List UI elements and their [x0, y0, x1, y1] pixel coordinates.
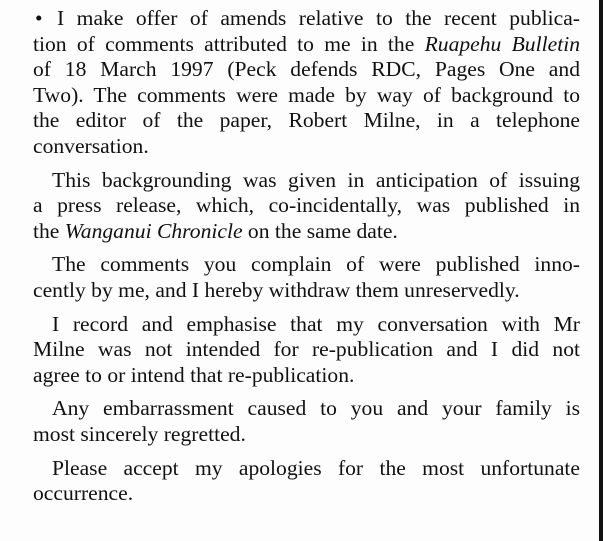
- line-text: tion of comments attributed to me in the: [33, 31, 425, 56]
- line-text: Any embarrassment caused to you and your family is: [52, 396, 580, 421]
- publication-name: Ruapehu Bulletin: [424, 31, 580, 56]
- text-line: [33, 252, 580, 278]
- bullet-icon: •: [35, 6, 43, 30]
- text-line: [33, 337, 580, 363]
- text-line: [33, 219, 580, 245]
- line-text: Milne was not intended for re-publication and I did not: [33, 337, 580, 362]
- line-text: conversation.: [33, 133, 149, 158]
- paragraph-6: [33, 456, 580, 507]
- paragraph-2: [33, 168, 580, 245]
- article-column: [33, 6, 580, 515]
- line-text: cently by me, and I hereby withdraw them unreservedly.: [33, 277, 520, 302]
- line-text: I make offer of amends relative to the recent publica-: [44, 6, 580, 30]
- text-line: [33, 396, 580, 422]
- line-text: Please accept my apologies for the most unfortunate: [52, 455, 580, 480]
- line-text: agree to or intend that re-publication.: [33, 362, 355, 387]
- text-line: [33, 278, 580, 304]
- line-text: on the same date.: [242, 218, 398, 243]
- text-line: [33, 83, 580, 109]
- text-line: [33, 193, 580, 219]
- line-text: This backgrounding was given in anticipation of issuing: [52, 167, 580, 192]
- paragraph-1: [33, 6, 580, 160]
- line-text: the editor of the paper, Robert Milne, in a telephone: [33, 108, 580, 133]
- text-line: [33, 108, 580, 134]
- text-line: [33, 57, 580, 83]
- text-line: [33, 168, 580, 194]
- text-line: [33, 32, 580, 58]
- line-text: occurrence.: [33, 481, 134, 506]
- text-line: [33, 312, 580, 338]
- text-line: [33, 456, 580, 482]
- paragraph-4: [33, 312, 580, 389]
- line-text: Two). The comments were made by way of background to: [33, 82, 580, 107]
- line-text: the: [33, 218, 65, 243]
- paragraph-5: [33, 396, 580, 447]
- line-text: a press release, which, co-incidentally, was published in: [33, 193, 580, 218]
- line-text: of 18 March 1997 (Peck defends RDC, Pages One and: [33, 57, 580, 82]
- text-line: [33, 422, 580, 448]
- line-text: I record and emphasise that my conversation with Mr: [52, 311, 580, 336]
- text-line: [33, 134, 580, 160]
- publication-name: Wanganui Chronicle: [64, 218, 243, 243]
- line-text: most sincerely regretted.: [33, 421, 246, 446]
- text-line: [33, 481, 580, 507]
- paragraph-3: [33, 252, 580, 303]
- text-line: [33, 363, 580, 389]
- text-line: [33, 6, 580, 32]
- line-text: The comments you complain of were published inno-: [52, 252, 580, 277]
